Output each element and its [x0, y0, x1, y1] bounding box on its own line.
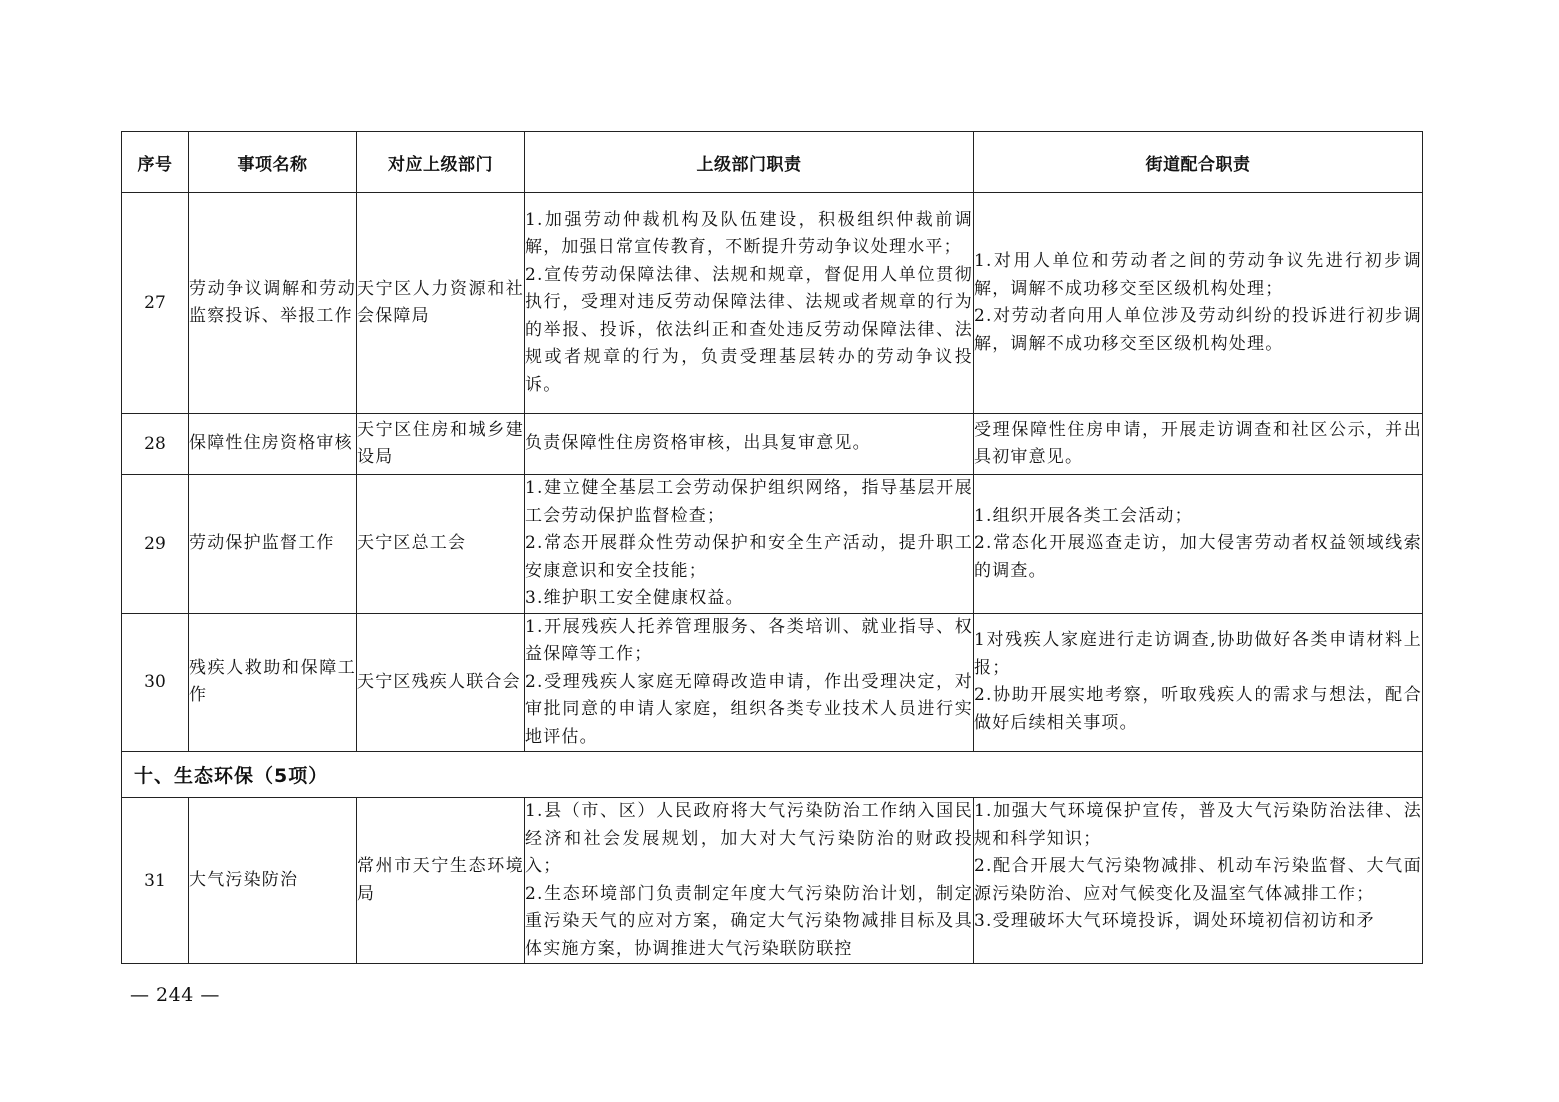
section-title: 十、生态环保（5项）: [122, 752, 1423, 798]
duty-line: 2.受理残疾人家庭无障碍改造申请，作出受理决定，对审批同意的申请人家庭，组织各类专业技术人员进行实地评估。: [525, 671, 973, 747]
street-line: 1.对用人单位和劳动者之间的劳动争议先进行初步调解，调解不成功移交至区级机构处理；: [974, 251, 1422, 299]
superior-dept: 天宁区总工会: [357, 475, 525, 614]
street-line: 受理保障性住房申请，开展走访调查和社区公示，并出具初审意见。: [974, 419, 1422, 467]
street-line: 1.加强大气环境保护宣传，普及大气污染防治法律、法规和科学知识；: [974, 801, 1422, 849]
table-header-row: [122, 132, 1423, 193]
superior-duty: [525, 613, 974, 752]
street-line: 2.协助开展实地考察，听取残疾人的需求与想法，配合做好后续相关事项。: [974, 685, 1422, 733]
street-line: 1.组织开展各类工会活动；: [974, 505, 1193, 526]
duty-line: 1.县（市、区）人民政府将大气污染防治工作纳入国民经济和社会发展规划，加大对大气污染防治的财政投入；: [525, 801, 973, 876]
street-duty: [974, 613, 1423, 752]
superior-duty: [525, 193, 974, 414]
item-name: 大气污染防治: [189, 798, 357, 964]
superior-duty: [525, 475, 974, 614]
street-duty: [974, 475, 1423, 614]
item-name: 劳动争议调解和劳动监察投诉、举报工作: [189, 193, 357, 414]
superior-duty: [525, 414, 974, 475]
table-row: [122, 193, 1423, 414]
street-duty: [974, 414, 1423, 475]
item-name: 劳动保护监督工作: [189, 475, 357, 614]
row-index: 29: [122, 475, 189, 614]
header-street-duty: 街道配合职责: [974, 132, 1423, 193]
duty-line: 3.维护职工安全健康权益。: [525, 588, 744, 608]
duty-line: 1.加强劳动仲裁机构及队伍建设，积极组织仲裁前调解，加强日常宣传教育，不断提升劳动争议处理水平；: [525, 209, 973, 258]
street-duty: [974, 798, 1423, 964]
duty-line: 2.生态环境部门负责制定年度大气污染防治计划，制定重污染天气的应对方案，确定大气污染物减排目标及具体实施方案，协调推进大气污染联防联控: [525, 883, 973, 959]
street-line: 2.常态化开展巡查走访，加大侵害劳动者权益领域线索的调查。: [974, 533, 1422, 581]
superior-dept: 天宁区住房和城乡建设局: [357, 414, 525, 475]
duty-line: 1.建立健全基层工会劳动保护组织网络，指导基层开展工会劳动保护监督检查；: [525, 478, 973, 526]
row-index: 30: [122, 613, 189, 752]
page-number: — 244 —: [130, 984, 220, 1006]
street-line: 2.配合开展大气污染物减排、机动车污染监督、大气面源污染防治、应对气候变化及温室气体减排工作；: [974, 856, 1422, 904]
street-line: 1对残疾人家庭进行走访调查,协助做好各类申请材料上报；: [974, 630, 1422, 678]
row-index: 28: [122, 414, 189, 475]
table-row: [122, 798, 1423, 964]
table-row: [122, 475, 1423, 614]
street-line: 2.对劳动者向用人单位涉及劳动纠纷的投诉进行初步调解，调解不成功移交至区级机构处理。: [974, 306, 1422, 354]
header-superior-dept: 对应上级部门: [357, 132, 525, 193]
row-index: 31: [122, 798, 189, 964]
duty-line: 2.常态开展群众性劳动保护和安全生产活动，提升职工安康意识和安全技能；: [525, 533, 973, 581]
row-index: 27: [122, 193, 189, 414]
superior-dept: 常州市天宁生态环境局: [357, 798, 525, 964]
section-row: [122, 752, 1423, 798]
superior-duty: [525, 798, 974, 964]
table-row: [122, 613, 1423, 752]
duty-line: 负责保障性住房资格审核，出具复审意见。: [525, 433, 871, 454]
duty-table: [121, 131, 1423, 964]
superior-dept: 天宁区残疾人联合会: [357, 613, 525, 752]
superior-dept: 天宁区人力资源和社会保障局: [357, 193, 525, 414]
duty-line: 2.宣传劳动保障法律、法规和规章，督促用人单位贯彻执行，受理对违反劳动保障法律、法规或者规章的行为的举报、投诉，依法纠正和查处违反劳动保障法律、法规或者规章的行为，负责受理基层转办的劳动争议投诉。: [525, 264, 973, 395]
header-index: 序号: [122, 132, 189, 193]
header-item-name: 事项名称: [189, 132, 357, 193]
duty-line: 1.开展残疾人托养管理服务、各类培训、就业指导、权益保障等工作；: [525, 616, 973, 664]
table-row: [122, 414, 1423, 475]
header-superior-duty: 上级部门职责: [525, 132, 974, 193]
street-line: 3.受理破坏大气环境投诉，调处环境初信初访和矛: [974, 911, 1375, 931]
street-duty: [974, 193, 1423, 414]
item-name: 残疾人救助和保障工作: [189, 613, 357, 752]
item-name: 保障性住房资格审核: [189, 414, 357, 475]
